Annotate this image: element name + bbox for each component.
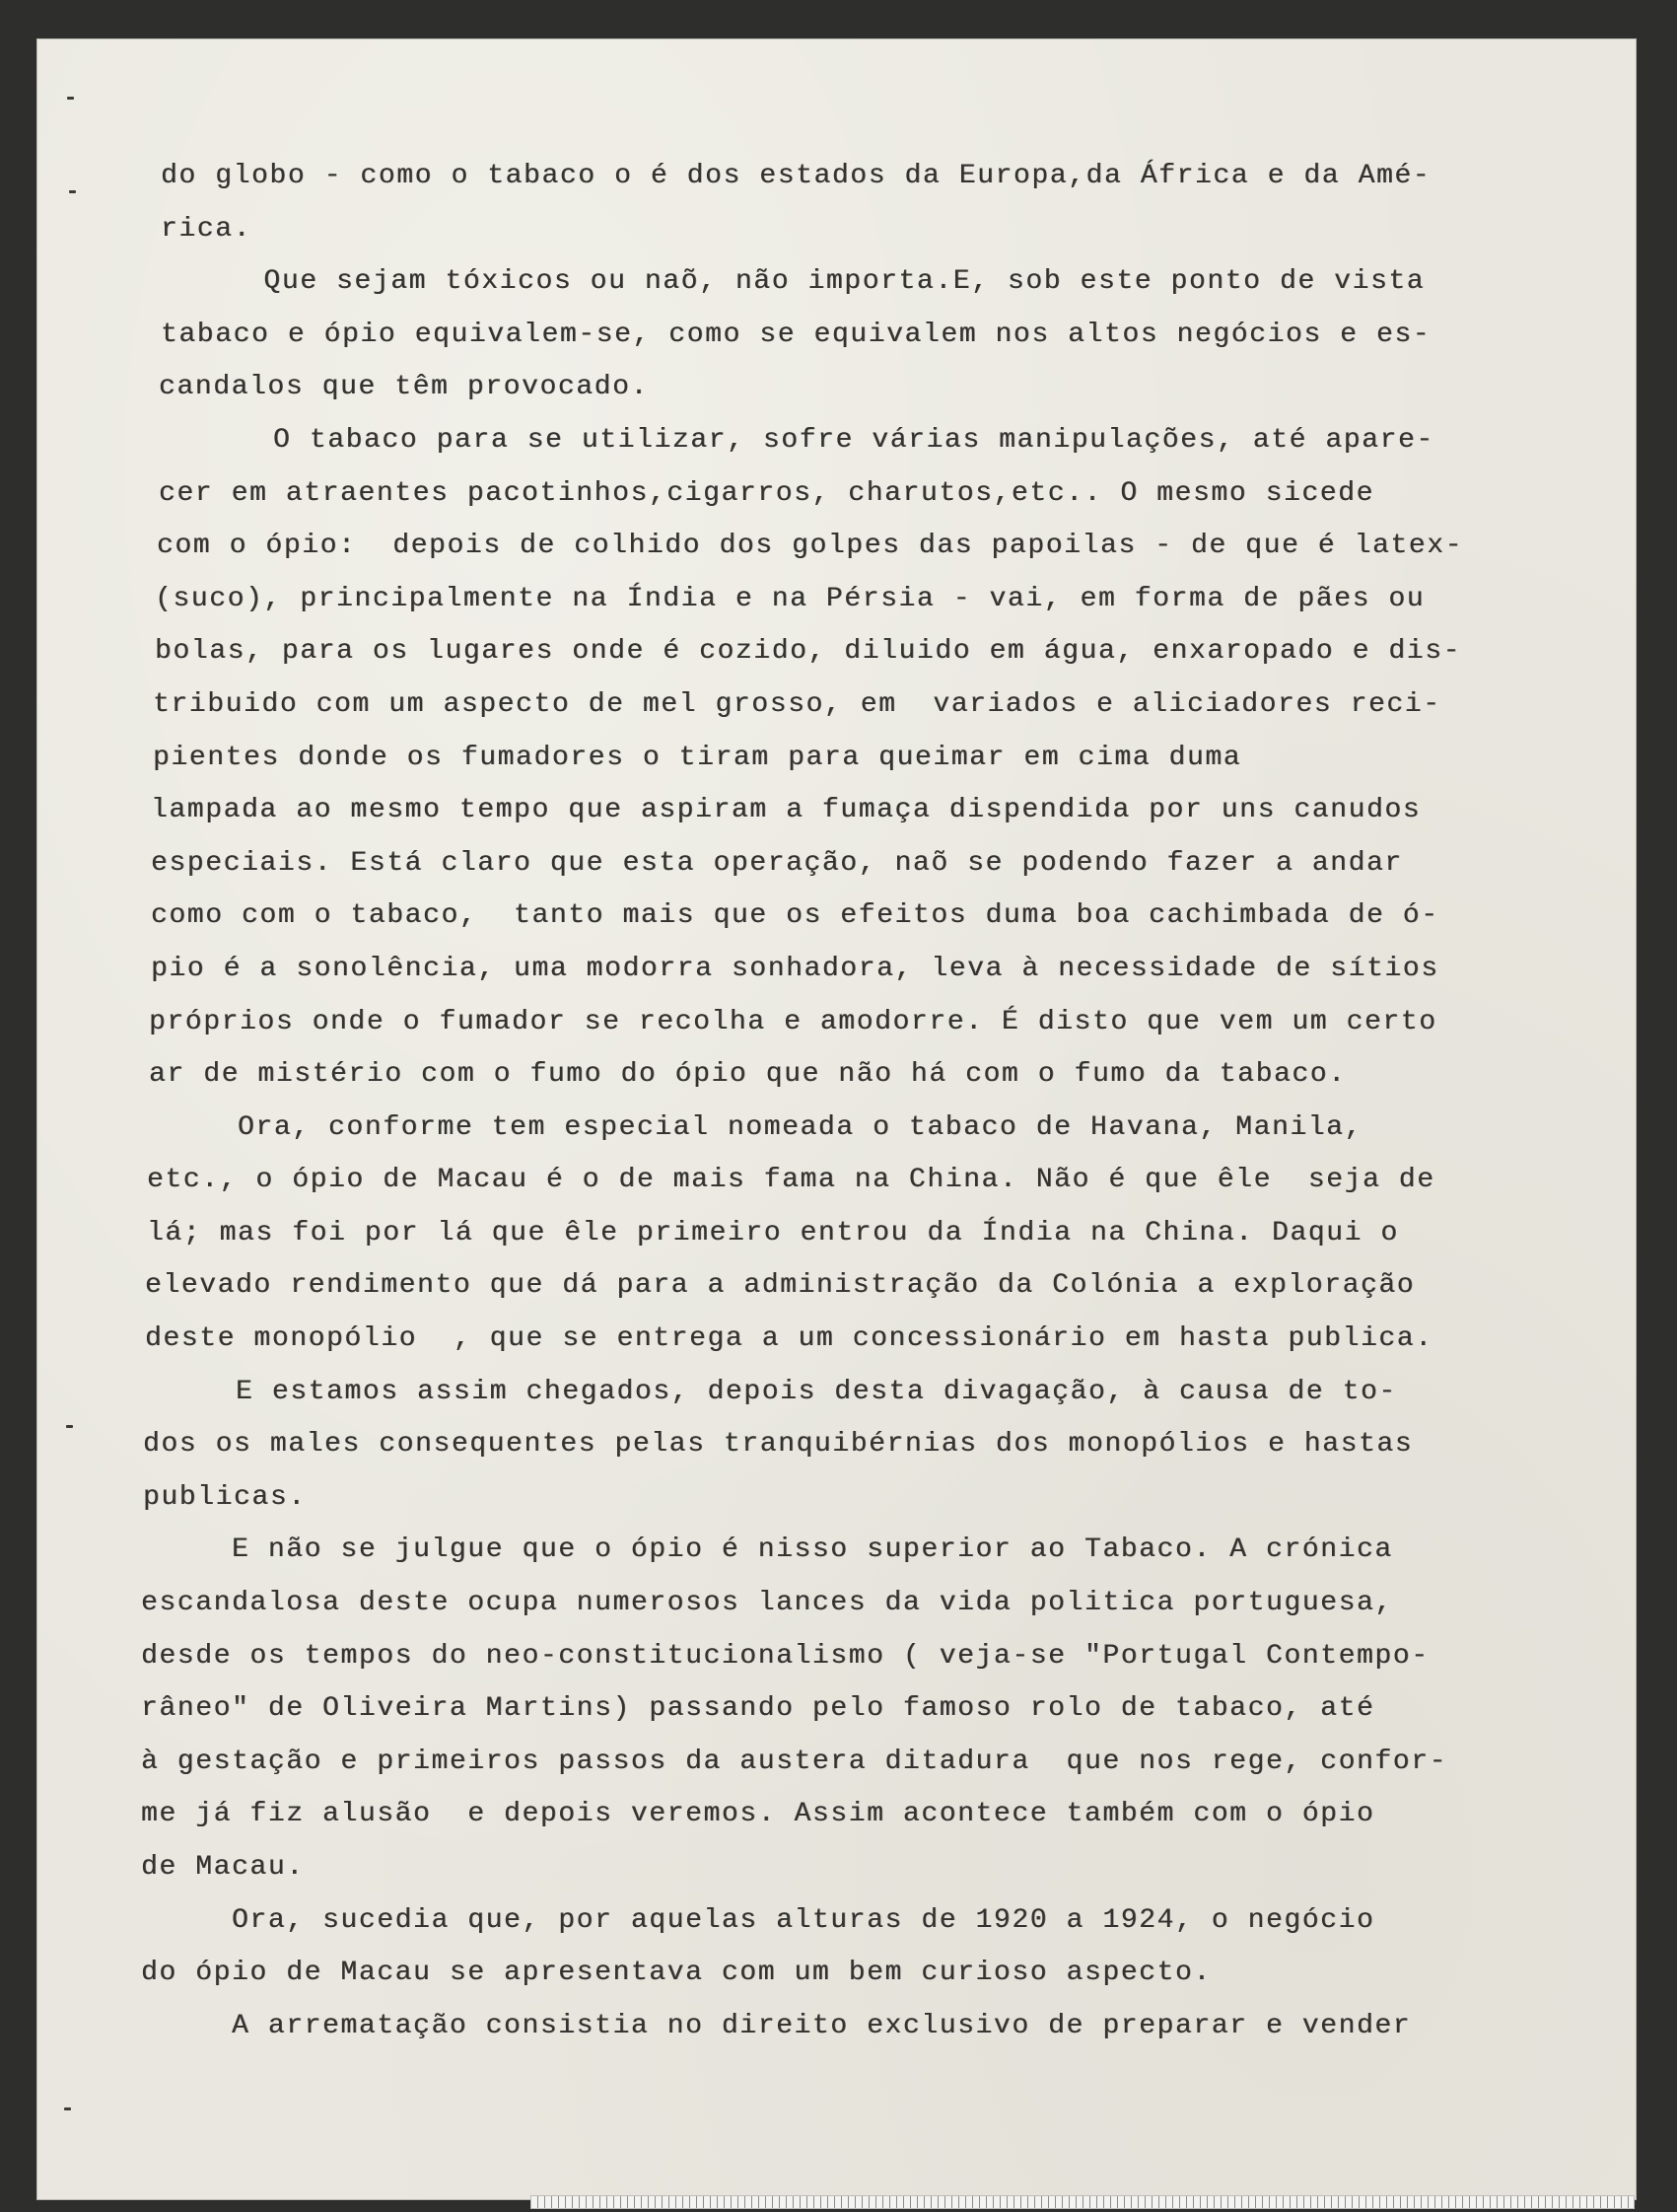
text-line: tabaco e ópio equivalem-se, como se equivalem nos altos negócios e es- (161, 319, 1432, 350)
margin-mark (67, 97, 74, 100)
text-line: A arrematação consistia no direito exclusivo de preparar e vender (141, 2010, 1412, 2041)
margin-mark (66, 1425, 73, 1428)
text-line: tribuido com um aspecto de mel grosso, em variados e aliciadores reci- (153, 688, 1441, 720)
text-line: cer em atraentes pacotinhos,cigarros, charutos,etc.. O mesmo sicede (159, 477, 1374, 509)
text-line: E não se julgue que o ópio é nisso superior ao Tabaco. A crónica (141, 1534, 1393, 1566)
text-line: próprios onde o fumador se recolha e amodorre. É disto que vem um certo (149, 1006, 1437, 1037)
text-line: O tabaco para se utilizar, sofre várias manipulações, até apare- (182, 424, 1434, 456)
text-line: bolas, para os lugares onde é cozido, diluido em água, enxaropado e dis- (155, 636, 1461, 668)
text-line: lampada ao mesmo tempo que aspiram a fumaça dispendida por uns canudos (151, 795, 1422, 826)
text-line: râneo" de Oliveira Martins) passando pelo famoso rolo de tabaco, até (141, 1693, 1375, 1725)
text-line: E estamos assim chegados, depois desta divagação, à causa de to- (145, 1376, 1397, 1407)
text-line: candalos que têm provocado. (159, 372, 649, 403)
margin-mark (64, 2107, 71, 2110)
text-line: com o ópio: depois de colhido dos golpes das papoilas - de que é latex- (157, 531, 1463, 562)
text-line: desde os tempos do neo-constitucionalismo ( veja-se "Portugal Contempo- (141, 1640, 1430, 1672)
text-line: pientes donde os fumadores o tiram para queimar em cima duma (153, 742, 1242, 773)
text-line: Ora, conforme tem especial nomeada o tabaco de Havana, Manila, (147, 1111, 1363, 1143)
text-line: etc., o ópio de Macau é o de mais fama na China. Não é que êle seja de (147, 1165, 1435, 1196)
text-line: Ora, sucedia que, por aquelas alturas de 1920 a 1924, o negócio (141, 1904, 1375, 1936)
text-line: publicas. (143, 1481, 307, 1513)
text-line: deste monopólio , que se entrega a um concessionário em hasta publica. (145, 1323, 1433, 1355)
text-line: ar de mistério com o fumo do ópio que não há com o fumo da tabaco. (149, 1059, 1347, 1091)
text-line: escandalosa deste ocupa numerosos lances da vida politica portuguesa, (141, 1588, 1393, 1619)
text-line: especiais. Está claro que esta operação, naõ se podendo fazer a andar (151, 847, 1403, 879)
text-line: Que sejam tóxicos ou naõ, não importa.E, sob este ponto de vista (155, 266, 1426, 298)
text-line: me já fiz alusão e depois veremos. Assim acontece também com o ópio (141, 1799, 1375, 1830)
margin-mark (69, 190, 76, 193)
text-line: rica. (161, 213, 252, 245)
page-body-text (141, 150, 1590, 2052)
text-line: dos os males consequentes pelas tranquibérnias dos monopólios e hastas (143, 1429, 1414, 1461)
scan-ruler (530, 2195, 1635, 2209)
text-line: do ópio de Macau se apresentava com um bem curioso aspecto. (141, 1958, 1212, 1989)
text-line: à gestação e primeiros passos da austera ditadura que nos rege, confor- (141, 1746, 1447, 1777)
text-line: pio é a sonolência, uma modorra sonhadora, leva à necessidade de sítios (151, 953, 1439, 984)
text-line: do globo - como o tabaco o é dos estados da Europa,da África e da Amé- (161, 161, 1432, 191)
text-line: de Macau. (141, 1852, 305, 1883)
typewritten-page (37, 39, 1636, 2199)
text-line: elevado rendimento que dá para a administração da Colónia a exploração (145, 1270, 1416, 1302)
text-line: lá; mas foi por lá que êle primeiro entrou da Índia na China. Daqui o (147, 1217, 1399, 1249)
text-line: como com o tabaco, tanto mais que os efeitos duma boa cachimbada de ó- (151, 900, 1439, 932)
text-line: (suco), principalmente na Índia e na Pérsia - vai, em forma de pães ou (155, 583, 1426, 614)
